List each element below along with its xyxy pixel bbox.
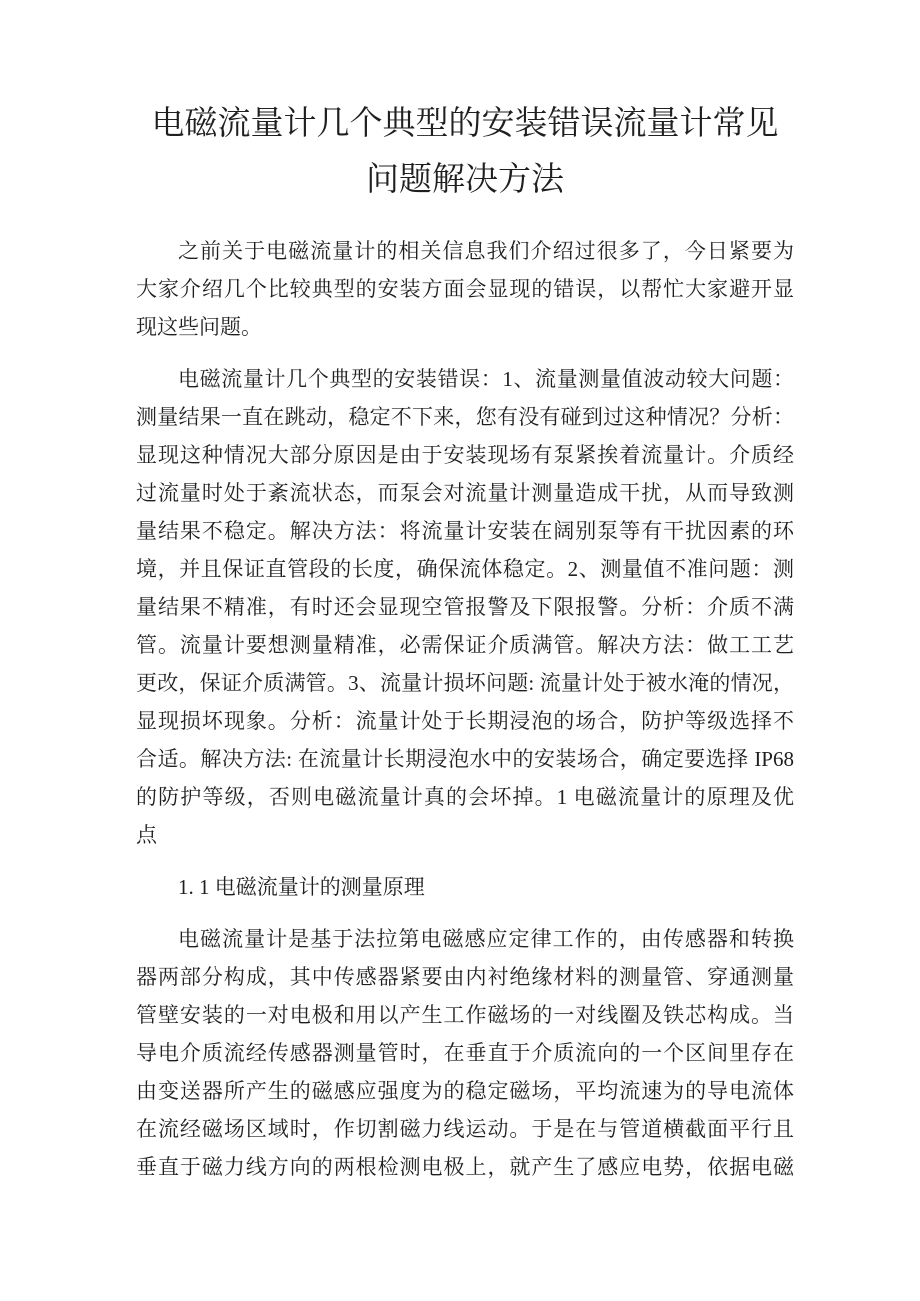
text-line: 测量结果一直在跳动，稳定不下来，您有没有碰到过这种情况？分析： (136, 405, 794, 429)
document-title-line-1: 电磁流量计几个典型的安装错误流量计常见 (151, 106, 779, 142)
text-line: 点 (136, 823, 157, 847)
text-line: 过流量时处于紊流状态，而泵会对流量计测量造成干扰，从而导致测 (136, 481, 794, 505)
text-line: 现这些问题。 (136, 315, 262, 339)
body-paragraph (136, 232, 794, 346)
text-line: 在流经磁场区域时，作切割磁力线运动。于是在与管道横截面平行且 (136, 1117, 794, 1141)
text-line: 器两部分构成，其中传感器紧要由内衬绝缘材料的测量管、穿通测量 (136, 965, 794, 989)
document-title-line-2: 问题解决方法 (366, 162, 564, 198)
document-body (136, 232, 794, 1186)
text-line: 显现这种情况大部分原因是由于安装现场有泵紧挨着流量计。介质经 (136, 443, 794, 467)
text-line: 电磁流量计是基于法拉第电磁感应定律工作的，由传感器和转换 (178, 927, 794, 951)
text-line: 之前关于电磁流量计的相关信息我们介绍过很多了，今日紧要为 (178, 239, 794, 263)
text-line: 管壁安装的一对电极和用以产生工作磁场的一对线圈及铁芯构成。当 (136, 1003, 794, 1027)
text-line: 的防护等级，否则电磁流量计真的会坏掉。1 电磁流量计的原理及优 (136, 785, 794, 809)
text-line: 管。流量计要想测量精准，必需保证介质满管。解决方法：做工工艺 (136, 633, 794, 657)
text-line: 导电介质流经传感器测量管时，在垂直于介质流向的一个区间里存在 (136, 1041, 794, 1065)
text-line: 境，并且保证直管段的长度，确保流体稳定。2、测量值不准问题：测 (136, 557, 794, 581)
text-line: 更改，保证介质满管。3、流量计损坏问题: 流量计处于被水淹的情况， (136, 671, 794, 695)
text-line: 量结果不稳定。解决方法：将流量计安装在阔别泵等有干扰因素的环 (136, 519, 794, 543)
text-line: 1. 1 电磁流量计的测量原理 (178, 875, 425, 899)
text-line: 合适。解决方法: 在流量计长期浸泡水中的安装场合，确定要选择 IP68 (136, 747, 794, 771)
body-paragraph (136, 920, 794, 1186)
text-line: 大家介绍几个比较典型的安装方面会显现的错误，以帮忙大家避开显 (136, 277, 794, 301)
text-line: 量结果不精准，有时还会显现空管报警及下限报警。分析：介质不满 (136, 595, 794, 619)
text-line: 显现损坏现象。分析：流量计处于长期浸泡的场合，防护等级选择不 (136, 709, 794, 733)
document-title (136, 96, 794, 208)
section-heading (136, 868, 794, 906)
text-line: 由变送器所产生的磁感应强度为的稳定磁场，平均流速为的导电流体 (136, 1079, 794, 1103)
text-line: 电磁流量计几个典型的安装错误：1、流量测量值波动较大问题： (178, 367, 794, 391)
text-line: 垂直于磁力线方向的两根检测电极上，就产生了感应电势，依据电磁 (136, 1155, 794, 1179)
body-paragraph (136, 360, 794, 854)
